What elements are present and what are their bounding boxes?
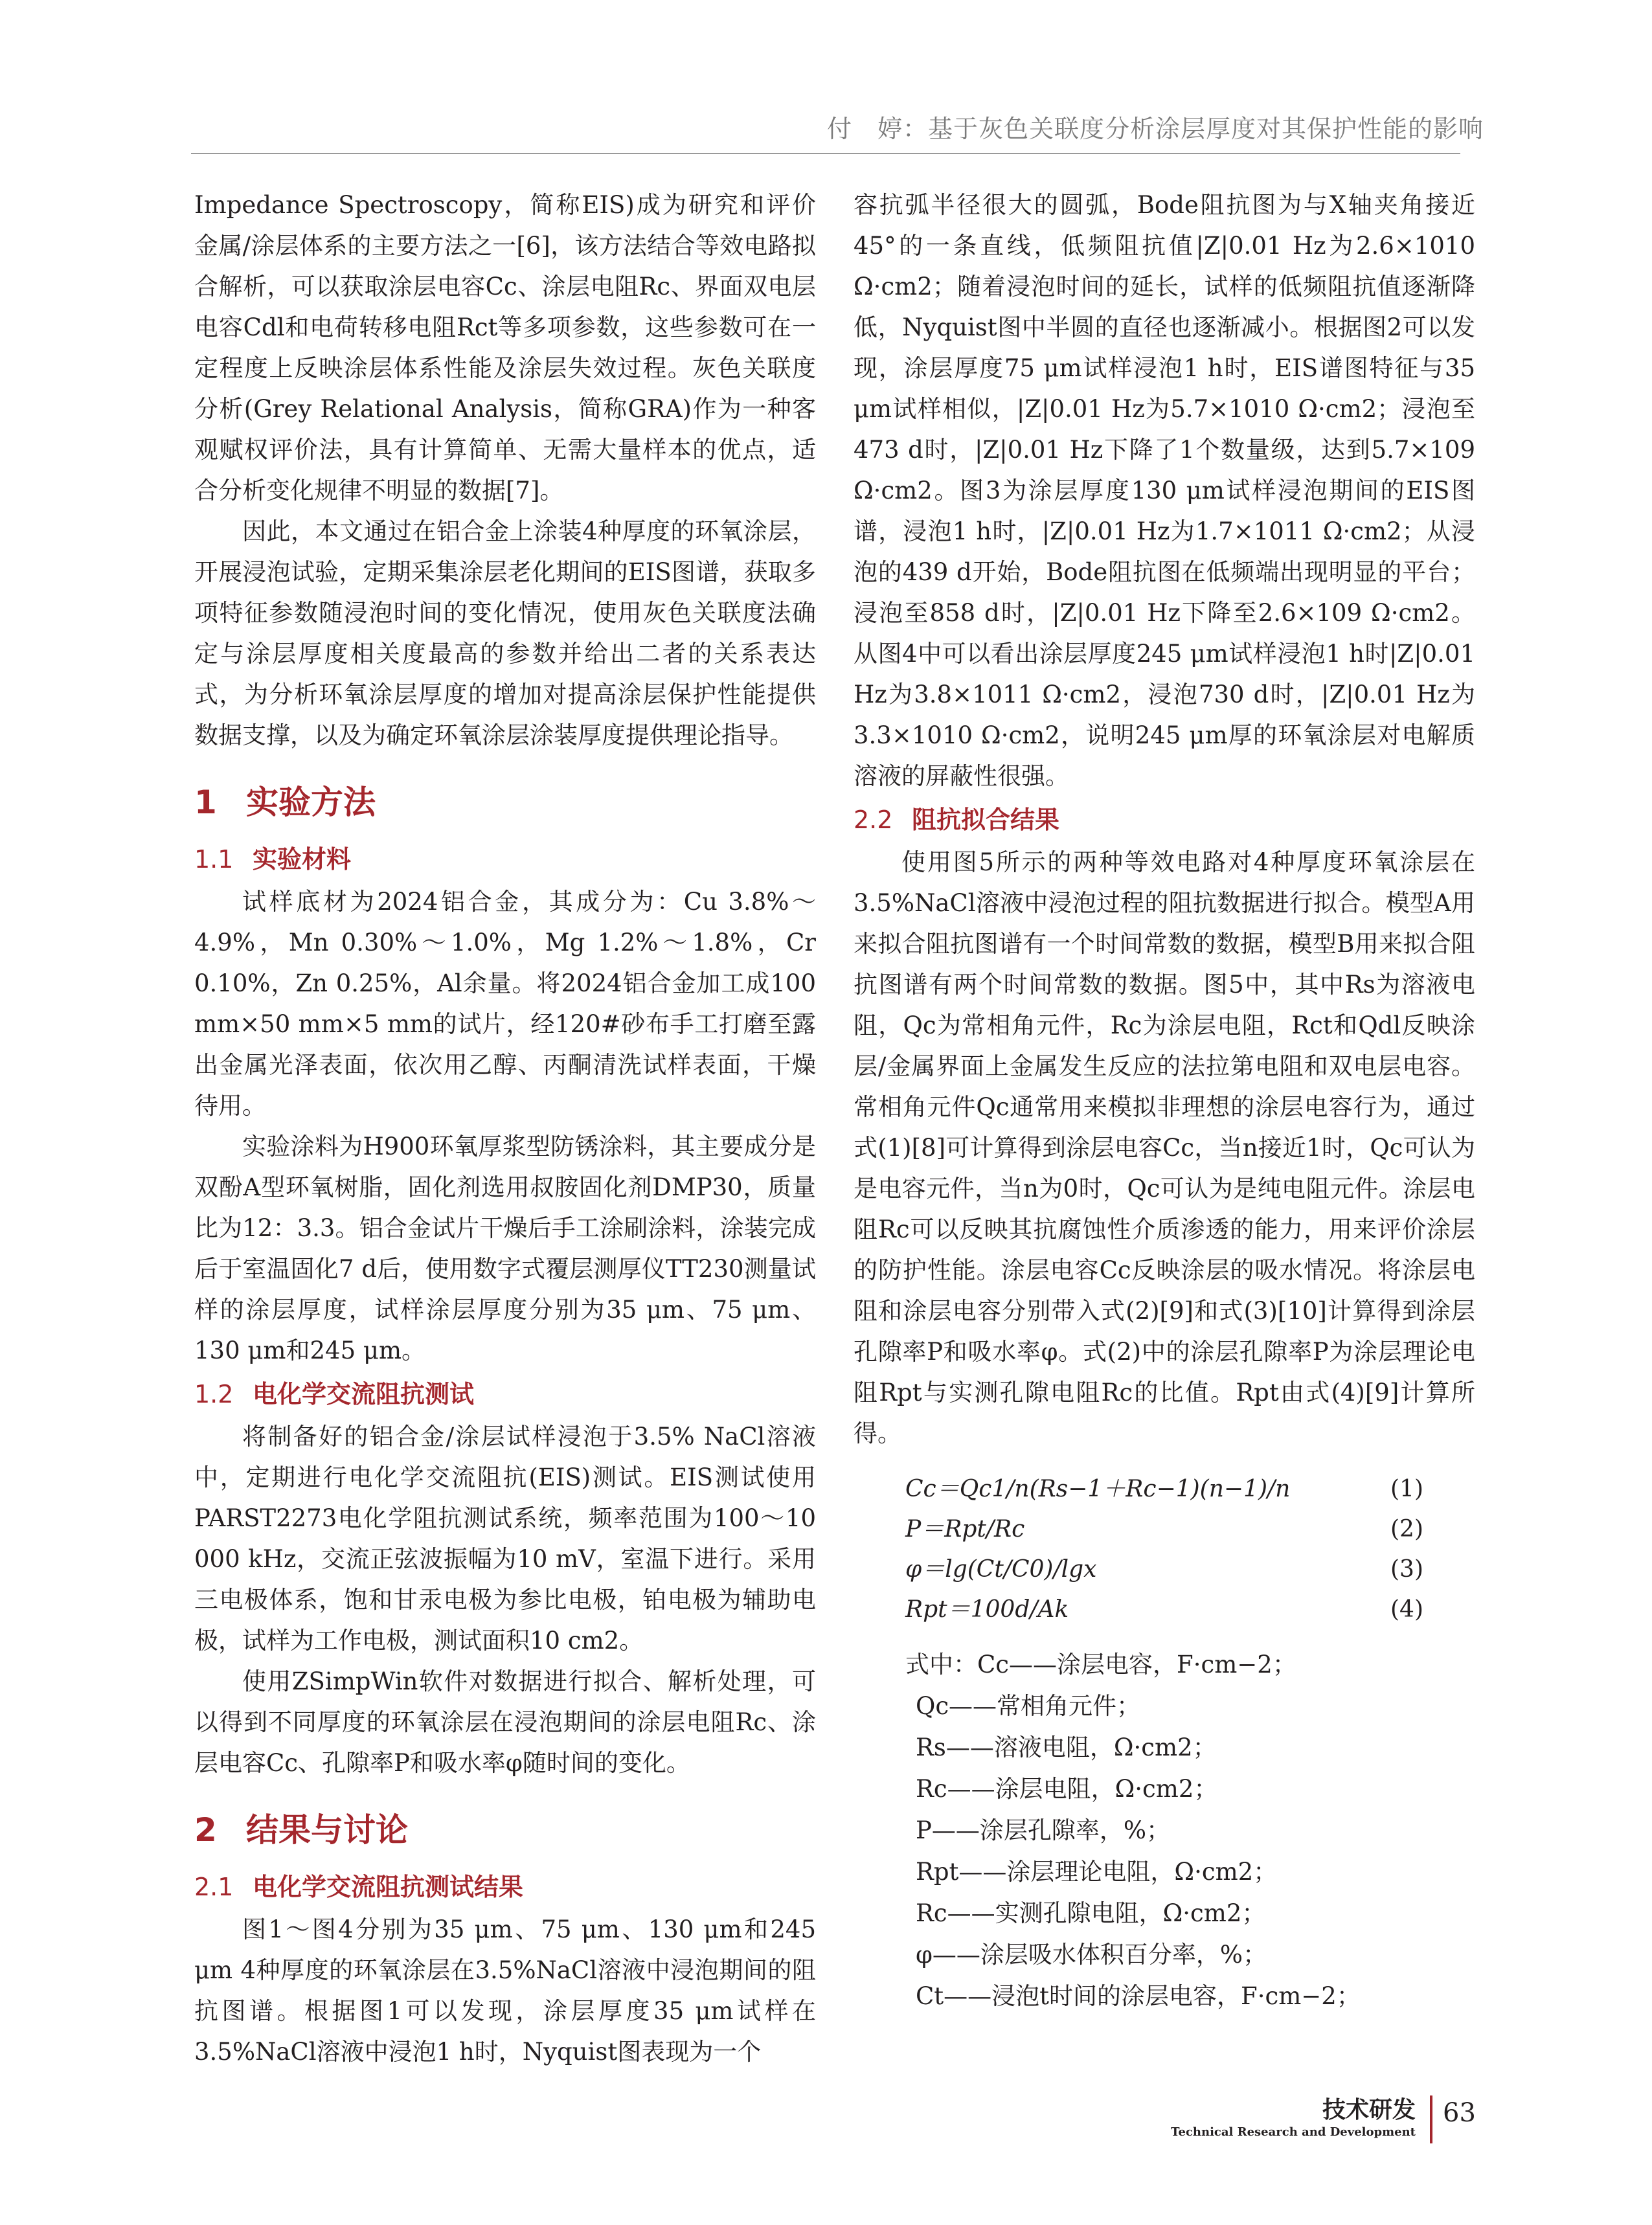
section-number: 2 [194, 1811, 217, 1849]
definition-item: Ct——浸泡t时间的涂层电容，F·cm−2； [916, 1982, 1361, 2010]
section-2-2-heading [854, 800, 1475, 839]
equation-row [854, 1550, 1475, 1590]
definition-item: P——涂层孔隙率，%； [916, 1816, 1171, 1844]
section-title: 实验材料 [253, 845, 352, 874]
equation-expression: Cc＝Qc1/n(Rs−1＋Rc−1)(n−1)/n [905, 1476, 1291, 1502]
materials-paragraph-2: 实验涂料为H900环氧厚浆型防锈涂料，其主要成分是双酚A型环氧树脂，固化剂选用叔胺固化剂DMP30，质量比为12：3.3。铝合金试片干燥后手工涂刷涂料，涂装完成后于室温固化7 d后，使用数字式覆层测厚仪TT230测量试样的涂层厚度，试样涂层厚度分别为35 μm、75 μm、130 μm和245 μm。 [194, 1133, 816, 1364]
results-paragraph: 图1～图4分别为35 μm、75 μm、130 μm和245 μm 4种厚度的环氧涂层在3.5%NaCl溶液中浸泡期间的阻抗图谱。根据图1可以发现，涂层厚度35 μm试样在3.5%NaCl溶液中浸泡1 h时，Nyquist图表现为一个 [194, 1915, 816, 2066]
section-1-1-heading [194, 840, 816, 879]
equation-number: (4) [1390, 1596, 1423, 1623]
section-2-heading [194, 1804, 816, 1856]
materials-paragraph-1: 试样底材为2024铝合金，其成分为：Cu 3.8%～4.9%，Mn 0.30%～1.0%，Mg 1.2%～1.8%，Cr 0.10%，Zn 0.25%，Al余量。将2024铝合金加工成100 mm×50 mm×5 mm的试片，经120#砂布手工打磨至露出金属光泽表面，依次用乙醇、丙酮清洗试样表面，干燥待用。 [194, 888, 816, 1120]
definition-item: Rc——实测孔隙电阻，Ω·cm2； [916, 1899, 1266, 1927]
symbol-definitions [854, 1644, 1475, 2017]
running-header: 付 婷：基于灰色关联度分析涂层厚度对其保护性能的影响 [826, 115, 1484, 143]
definition-item: Rs——溶液电阻，Ω·cm2； [916, 1734, 1217, 1761]
equation-expression: P＝Rpt/Rc [905, 1516, 1025, 1542]
right-column [854, 185, 1475, 2017]
page-number: 63 [1443, 2098, 1476, 2128]
definition-item: Rpt——涂层理论电阻，Ω·cm2； [916, 1858, 1278, 1886]
equation-row [854, 1469, 1475, 1509]
footer-divider [1430, 2095, 1432, 2143]
section-title: 阻抗拟合结果 [912, 806, 1060, 834]
section-1-heading [194, 776, 816, 828]
equation-number: (3) [1390, 1556, 1423, 1583]
results-continued-paragraph: 容抗弧半径很大的圆弧，Bode阻抗图为与X轴夹角接近45°的一条直线，低频阻抗值|Z|0.01 Hz为2.6×1010 Ω·cm2；随着浸泡时间的延长，试样的低频阻抗值逐渐降低，Nyquist图中半圆的直径也逐渐减小。根据图2可以发现，涂层厚度75 μm试样浸泡1 h时，EIS谱图特征与35 μm试样相似，|Z|0.01 Hz为5.7×1010 Ω·cm2；浸泡至473 d时，|Z|0.01 Hz下降了1个数量级，达到5.7×109 Ω·cm2。图3为涂层厚度130 μm试样浸泡期间的EIS图谱，浸泡1 h时，|Z|0.01 Hz为1.7×1011 Ω·cm2；从浸泡的439 d开始，Bode阻抗图在低频端出现明显的平台；浸泡至858 d时，|Z|0.01 Hz下降至2.6×109 Ω·cm2。从图4中可以看出涂层厚度245 μm试样浸泡1 h时|Z|0.01 Hz为3.8×1011 Ω·cm2，浸泡730 d时，|Z|0.01 Hz为3.3×1010 Ω·cm2，说明245 μm厚的环氧涂层对电解质溶液的屏蔽性很强。 [854, 191, 1475, 790]
purpose-paragraph: 因此，本文通过在铝合金上涂装4种厚度的环氧涂层，开展浸泡试验，定期采集涂层老化期间的EIS图谱，获取多项特征参数随浸泡时间的变化情况，使用灰色关联度法确定与涂层厚度相关度最高的参数并给出二者的关系表达式，为分析环氧涂层厚度的增加对提高涂层保护性能提供数据支撑，以及为确定环氧涂层涂装厚度提供理论指导。 [194, 517, 816, 749]
section-2-1-heading [194, 1868, 816, 1906]
left-column [194, 185, 816, 2072]
eis-paragraph-2: 使用ZSimpWin软件对数据进行拟合、解析处理，可以得到不同厚度的环氧涂层在浸泡期间的涂层电阻Rc、涂层电容Cc、孔隙率P和吸水率φ随时间的变化。 [194, 1667, 816, 1777]
equation-expression: Rpt＝100d/Ak [905, 1596, 1069, 1623]
equation-block [854, 1469, 1475, 1630]
section-title: 实验方法 [246, 784, 376, 821]
definition-item: Qc——常相角元件； [916, 1692, 1141, 1720]
section-number: 1.2 [194, 1380, 234, 1408]
definition-item: φ——涂层吸水体积百分率，%； [916, 1941, 1267, 1969]
eis-paragraph-1: 将制备好的铝合金/涂层试样浸泡于3.5% NaCl溶液中，定期进行电化学交流阻抗(EIS)测试。EIS测试使用PARST2273电化学阻抗测试系统，频率范围为100～10 000 kHz，交流正弦波振幅为10 mV，室温下进行。采用三电极体系，饱和甘汞电极为参比电极，铂电极为辅助电极，试样为工作电极，测试面积10 cm2。 [194, 1423, 816, 1655]
equation-number: (1) [1390, 1476, 1423, 1502]
section-number: 2.1 [194, 1873, 234, 1901]
section-number: 1 [194, 784, 217, 821]
definition-item: 式中：Cc——涂层电容，F·cm−2； [905, 1651, 1296, 1678]
section-title: 电化学交流阻抗测试 [253, 1380, 475, 1408]
definition-item: Rc——涂层电阻，Ω·cm2； [916, 1775, 1218, 1803]
footer-section-label-en: Technical Research and Development [1171, 2125, 1416, 2139]
footer-section-label: 技术研发 [1322, 2097, 1416, 2123]
equation-row [854, 1590, 1475, 1630]
section-1-2-heading [194, 1375, 816, 1414]
section-title: 结果与讨论 [246, 1811, 408, 1849]
section-title: 电化学交流阻抗测试结果 [253, 1873, 524, 1901]
header-divider [191, 153, 1460, 154]
intro-paragraph: Impedance Spectroscopy，简称EIS)成为研究和评价金属/涂层体系的主要方法之一[6]，该方法结合等效电路拟合解析，可以获取涂层电容Cc、涂层电阻Rc、界面双电层电容Cdl和电荷转移电阻Rct等多项参数，这些参数可在一定程度上反映涂层体系性能及涂层失效过程。灰色关联度分析(Grey Relational Analysis，简称GRA)作为一种客观赋权评价法，具有计算简单、无需大量样本的优点，适合分析变化规律不明显的数据[7]。 [194, 191, 816, 504]
equation-number: (2) [1390, 1516, 1423, 1542]
section-number: 1.1 [194, 845, 234, 874]
equation-expression: φ＝lg(Ct/C0)/lgx [905, 1556, 1097, 1583]
section-number: 2.2 [854, 806, 893, 834]
equation-row [854, 1509, 1475, 1550]
fitting-paragraph: 使用图5所示的两种等效电路对4种厚度环氧涂层在3.5%NaCl溶液中浸泡过程的阻抗数据进行拟合。模型A用来拟合阻抗图谱有一个时间常数的数据，模型B用来拟合阻抗图谱有两个时间常数的数据。图5中，其中Rs为溶液电阻，Qc为常相角元件，Rc为涂层电阻，Rct和Qdl反映涂层/金属界面上金属发生反应的法拉第电阻和双电层电容。常相角元件Qc通常用来模拟非理想的涂层电容行为，通过式(1)[8]可计算得到涂层电容Cc，当n接近1时，Qc可认为是电容元件，当n为0时，Qc可认为是纯电阻元件。涂层电阻Rc可以反映其抗腐蚀性介质渗透的能力，用来评价涂层的防护性能。涂层电容Cc反映涂层的吸水情况。将涂层电阻和涂层电容分别带入式(2)[9]和式(3)[10]计算得到涂层孔隙率P和吸水率φ。式(2)中的涂层孔隙率P为涂层理论电阻Rpt与实测孔隙电阻Rc的比值。Rpt由式(4)[9]计算所得。 [854, 848, 1475, 1447]
